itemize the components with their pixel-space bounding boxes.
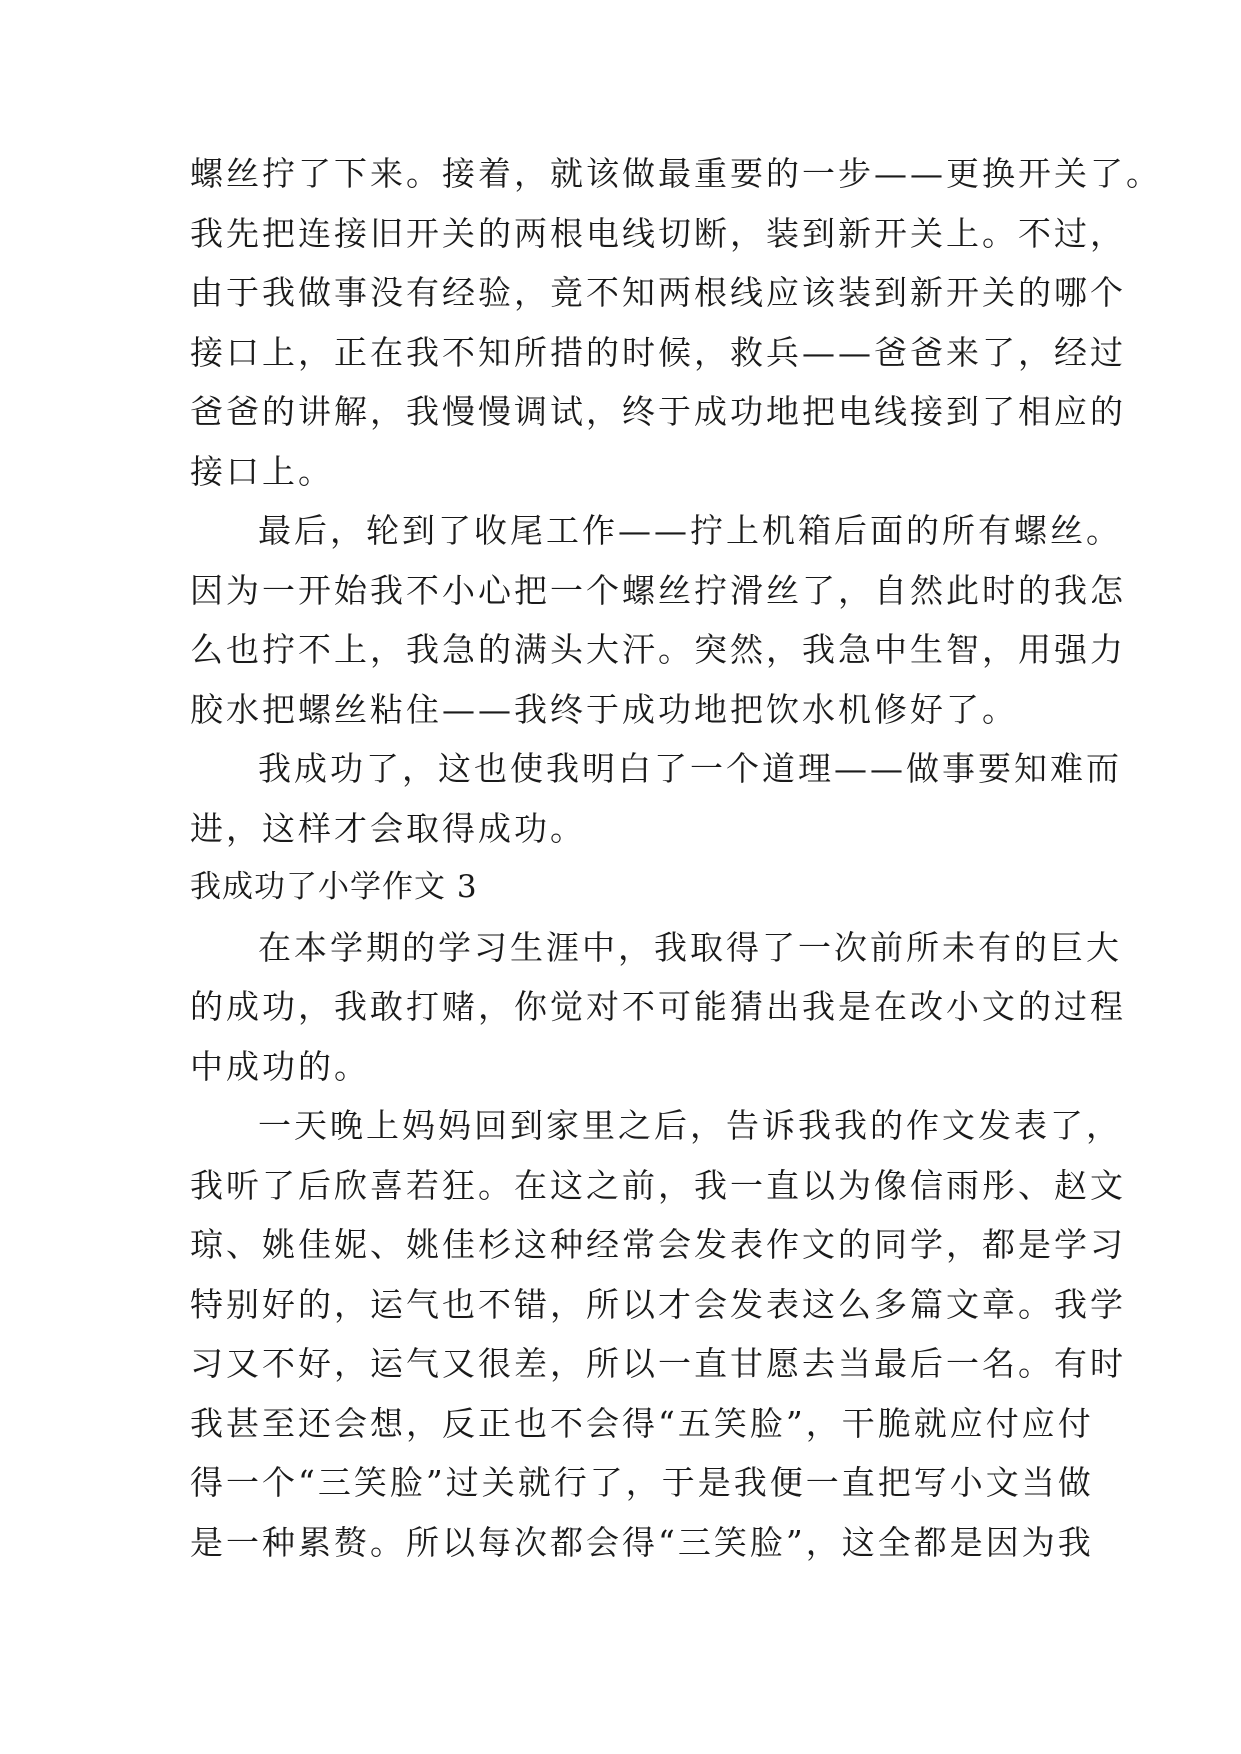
- text-line: 中成功的。: [190, 1046, 370, 1086]
- text-line: 是一种累赘。所以每次都会得“三笑脸”，这全都是因为我: [190, 1522, 1094, 1562]
- document-body: [190, 144, 1162, 1572]
- text-line: 一天晚上妈妈回到家里之后，告诉我我的作文发表了，: [258, 1106, 1122, 1145]
- text-line: 么也拧不上，我急的满头大汗。突然，我急中生智，用强力: [190, 630, 1126, 669]
- text-line: 我听了后欣喜若狂。在这之前，我一直以为像信雨彤、赵文: [190, 1165, 1126, 1205]
- text-line: 我先把连接旧开关的两根电线切断，装到新开关上。不过，: [190, 213, 1126, 253]
- paragraph-p3: [190, 739, 1122, 858]
- text-line: 特别好的，运气也不错，所以才会发表这么多篇文章。我学: [190, 1284, 1126, 1324]
- text-line: 的成功，我敢打赌，你觉对不可能猜出我是在改小文的过程: [190, 987, 1126, 1026]
- paragraph-p5: [190, 1096, 1126, 1572]
- paragraph-p2: [190, 501, 1126, 739]
- text-line: 我甚至还会想，反正也不会得“五笑脸”，干脆就应付应付: [190, 1403, 1094, 1443]
- text-line: 得一个“三笑脸”过关就行了，于是我便一直把写小文当做: [190, 1463, 1094, 1502]
- text-line: 胶水把螺丝粘住——我终于成功地把饮水机修好了。: [190, 689, 1018, 729]
- text-line: 爸爸的讲解，我慢慢调试，终于成功地把电线接到了相应的: [190, 392, 1126, 431]
- section-heading: 我成功了小学作文 3: [190, 869, 478, 905]
- text-line: 习又不好，运气又很差，所以一直甘愿去当最后一名。有时: [190, 1344, 1126, 1383]
- text-line: 进，这样才会取得成功。: [190, 808, 586, 848]
- text-line: 接口上。: [190, 451, 334, 491]
- text-line: 我成功了，这也使我明白了一个道理——做事要知难而: [258, 749, 1122, 788]
- paragraph-p4: [190, 918, 1126, 1097]
- text-line: 琼、姚佳妮、姚佳杉这种经常会发表作文的同学，都是学习: [190, 1225, 1126, 1264]
- paragraph-p1: [190, 144, 1162, 501]
- text-line: 因为一开始我不小心把一个螺丝拧滑丝了，自然此时的我怎: [190, 570, 1126, 610]
- text-line: 最后，轮到了收尾工作——拧上机箱后面的所有螺丝。: [258, 511, 1122, 550]
- text-line: 接口上，正在我不知所措的时候，救兵——爸爸来了，经过: [190, 332, 1126, 372]
- text-line: 由于我做事没有经验，竟不知两根线应该装到新开关的哪个: [190, 273, 1126, 312]
- text-line: 在本学期的学习生涯中，我取得了一次前所未有的巨大: [258, 927, 1122, 967]
- text-line: 螺丝拧了下来。接着，就该做最重要的一步——更换开关了。: [190, 154, 1162, 193]
